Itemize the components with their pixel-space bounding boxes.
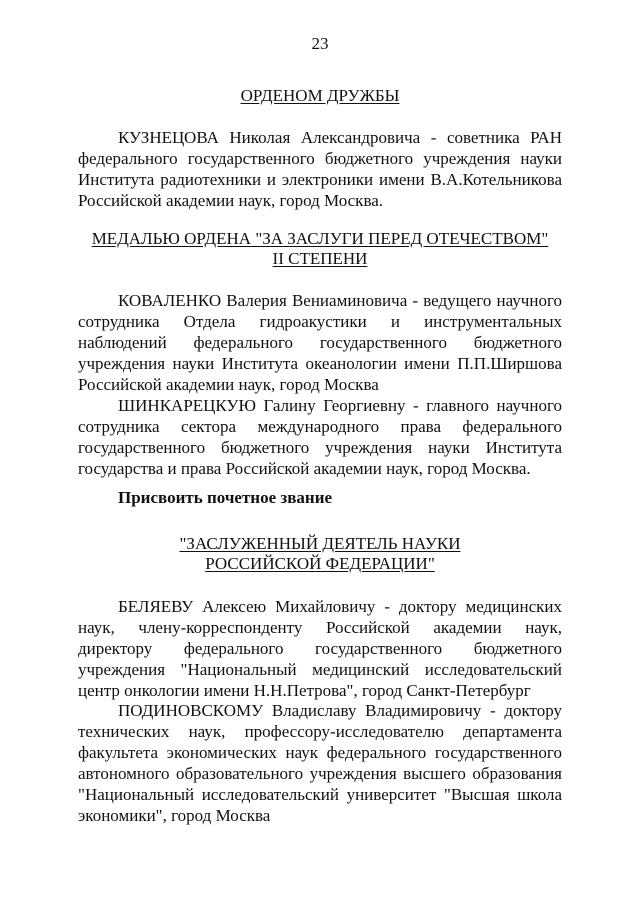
award-heading-order-of-friendship	[60, 86, 580, 106]
heading-line: ОРДЕНОМ ДРУЖБЫ	[240, 86, 400, 105]
heading-line: "ЗАСЛУЖЕННЫЙ ДЕЯТЕЛЬ НАУКИ	[179, 534, 461, 553]
heading-line: II СТЕПЕНИ	[272, 249, 368, 268]
awardee-paragraph: КОВАЛЕНКО Валерия Вениаминовича - ведущего научного сотрудника Отдела гидроакустики и инструментальных наблюдений федерального государственного бюджетного учреждения науки Института океанологии имени П.П.Ширшова Российской академии наук, город Москва	[78, 291, 562, 394]
page-number: 23	[311, 34, 329, 53]
honorary-title-heading	[60, 534, 580, 574]
heading-line: МЕДАЛЬЮ ОРДЕНА "ЗА ЗАСЛУГИ ПЕРЕД ОТЕЧЕСТВОМ"	[91, 229, 549, 248]
heading-line: РОССИЙСКОЙ ФЕДЕРАЦИИ"	[205, 554, 435, 573]
awardee-paragraph: ПОДИНОВСКОМУ Владиславу Владимировичу - доктору технических наук, профессору-исследователю департамента факультета экономических наук федерального государственного автономного образовательного учреждения высшего образования "Национальный исследовательский университет "Высшая школа экономики", город Москва	[78, 701, 562, 825]
awardee-paragraph: КУЗНЕЦОВА Николая Александровича - советника РАН федерального государственного бюджетного учреждения науки Института радиотехники и электроники имени В.А.Котельникова Российской академии наук, город Москва.	[78, 128, 562, 210]
award-heading-medal	[60, 229, 580, 269]
section-title: Присвоить почетное звание	[118, 488, 333, 507]
awardee-paragraph: БЕЛЯЕВУ Алексею Михайловичу - доктору медицинских наук, члену-корреспонденту Российской академии наук, директору федерального государственного бюджетного учреждения "Национальный медицинский исследовательский центр онкологии имени Н.Н.Петрова", город Санкт-Петербург	[78, 597, 562, 700]
awardee-paragraph: ШИНКАРЕЦКУЮ Галину Георгиевну - главного научного сотрудника сектора международного права федерального государственного бюджетного учреждения науки Института государства и права Российской академии наук, город Москва.	[78, 396, 562, 478]
